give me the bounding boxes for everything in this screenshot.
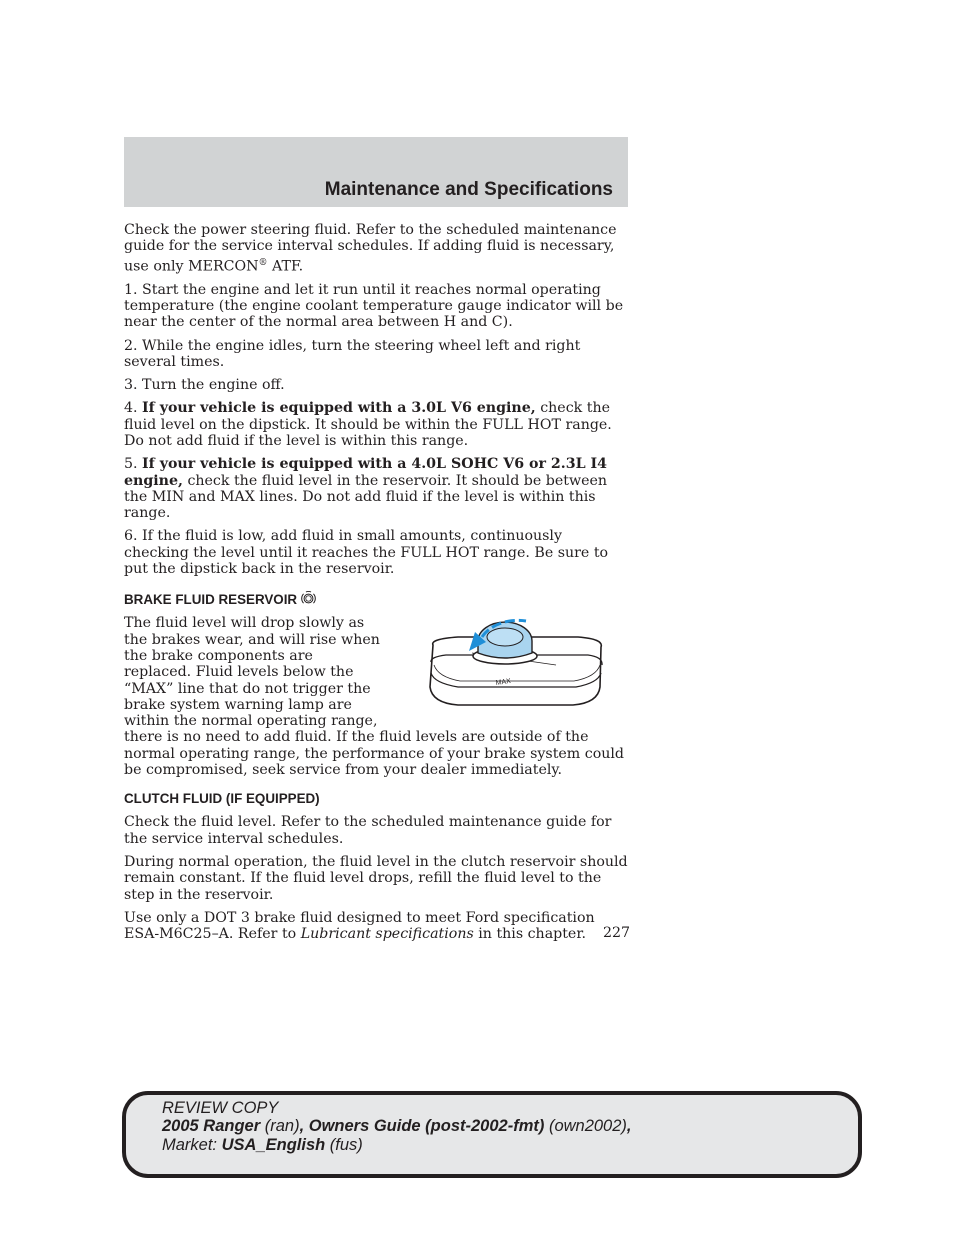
clutch-paragraph-1: Check the fluid level. Refer to the scheduled maintenance guide for the service interval schedules. bbox=[124, 814, 612, 847]
clutch-fluid-heading: CLUTCH FLUID (IF EQUIPPED) bbox=[124, 791, 320, 807]
brake-fluid-heading: BRAKE FLUID RESERVOIR bbox=[124, 590, 628, 608]
brake-warning-icon bbox=[300, 590, 317, 607]
review-copy-text bbox=[162, 1099, 632, 1154]
step-4: 4. If your vehicle is equipped with a 3.0L V6 engine, check the fluid level on the dipstick. It should be within the FULL HOT range. Do not add fluid if the level is within this range. bbox=[124, 400, 612, 449]
step-6: 6. If the fluid is low, add fluid in small amounts, continuously checking the level until it reaches the FULL HOT range. Be sure to put the dipstick back in the reservoir. bbox=[124, 528, 609, 578]
page-content bbox=[124, 222, 631, 949]
clutch-paragraph-3: Use only a DOT 3 brake fluid designed to meet Ford specification ESA-M6C25–A. Refer to Lubricant specifications in this chapter. bbox=[124, 909, 595, 943]
brake-reservoir-illustration bbox=[398, 615, 628, 715]
page-number: 227 bbox=[603, 925, 631, 941]
brake-fluid-paragraph: The fluid level will drop slowly as the brakes wear, and will rise when the brake components are replaced. Fluid levels below the “MAX” line that do not trigger the brake system warning lamp are within the normal operating range, there is no need to add fluid. If the fluid levels are outside of the normal operating range, the performance of your brake system could be compromised, seek service from your dealer immediately. bbox=[124, 615, 624, 779]
section-header-band bbox=[124, 137, 628, 207]
step-2: 2. While the engine idles, turn the steering wheel left and right several times. bbox=[124, 337, 581, 370]
review-copy-label: REVIEW COPY bbox=[162, 1099, 279, 1117]
max-line-label: MAX bbox=[495, 678, 512, 688]
step-5: 5. If your vehicle is equipped with a 4.0L SOHC V6 or 2.3L I4 engine, check the fluid level in the reservoir. It should be between the MIN and MAX lines. Do not add fluid if the level is within this range. bbox=[124, 456, 608, 522]
review-model-line: 2005 Ranger (ran), Owners Guide (post-2002-fmt) (own2002), bbox=[162, 1117, 632, 1136]
registered-mark: ® bbox=[258, 257, 268, 268]
lubricant-specifications-reference: Lubricant specifications bbox=[300, 926, 474, 943]
step-1: 1. Start the engine and let it run until it reaches normal operating temperature (the engine coolant temperature gauge indicator will be near the center of the normal area between H and C). bbox=[124, 281, 624, 331]
step-3: 3. Turn the engine off. bbox=[124, 377, 285, 394]
clutch-paragraph-2: During normal operation, the fluid level in the clutch reservoir should remain constant. If the fluid level drops, refill the fluid level to the step in the reservoir. bbox=[124, 853, 628, 903]
review-market-line: Market: USA_English (fus) bbox=[162, 1135, 363, 1154]
review-copy-box bbox=[122, 1091, 862, 1178]
section-title: Maintenance and Specifications bbox=[324, 179, 613, 200]
intro-paragraph: Check the power steering fluid. Refer to the scheduled maintenance guide for the service interval schedules. If adding fluid is necessary, use only MERCON® ATF. bbox=[124, 222, 617, 275]
